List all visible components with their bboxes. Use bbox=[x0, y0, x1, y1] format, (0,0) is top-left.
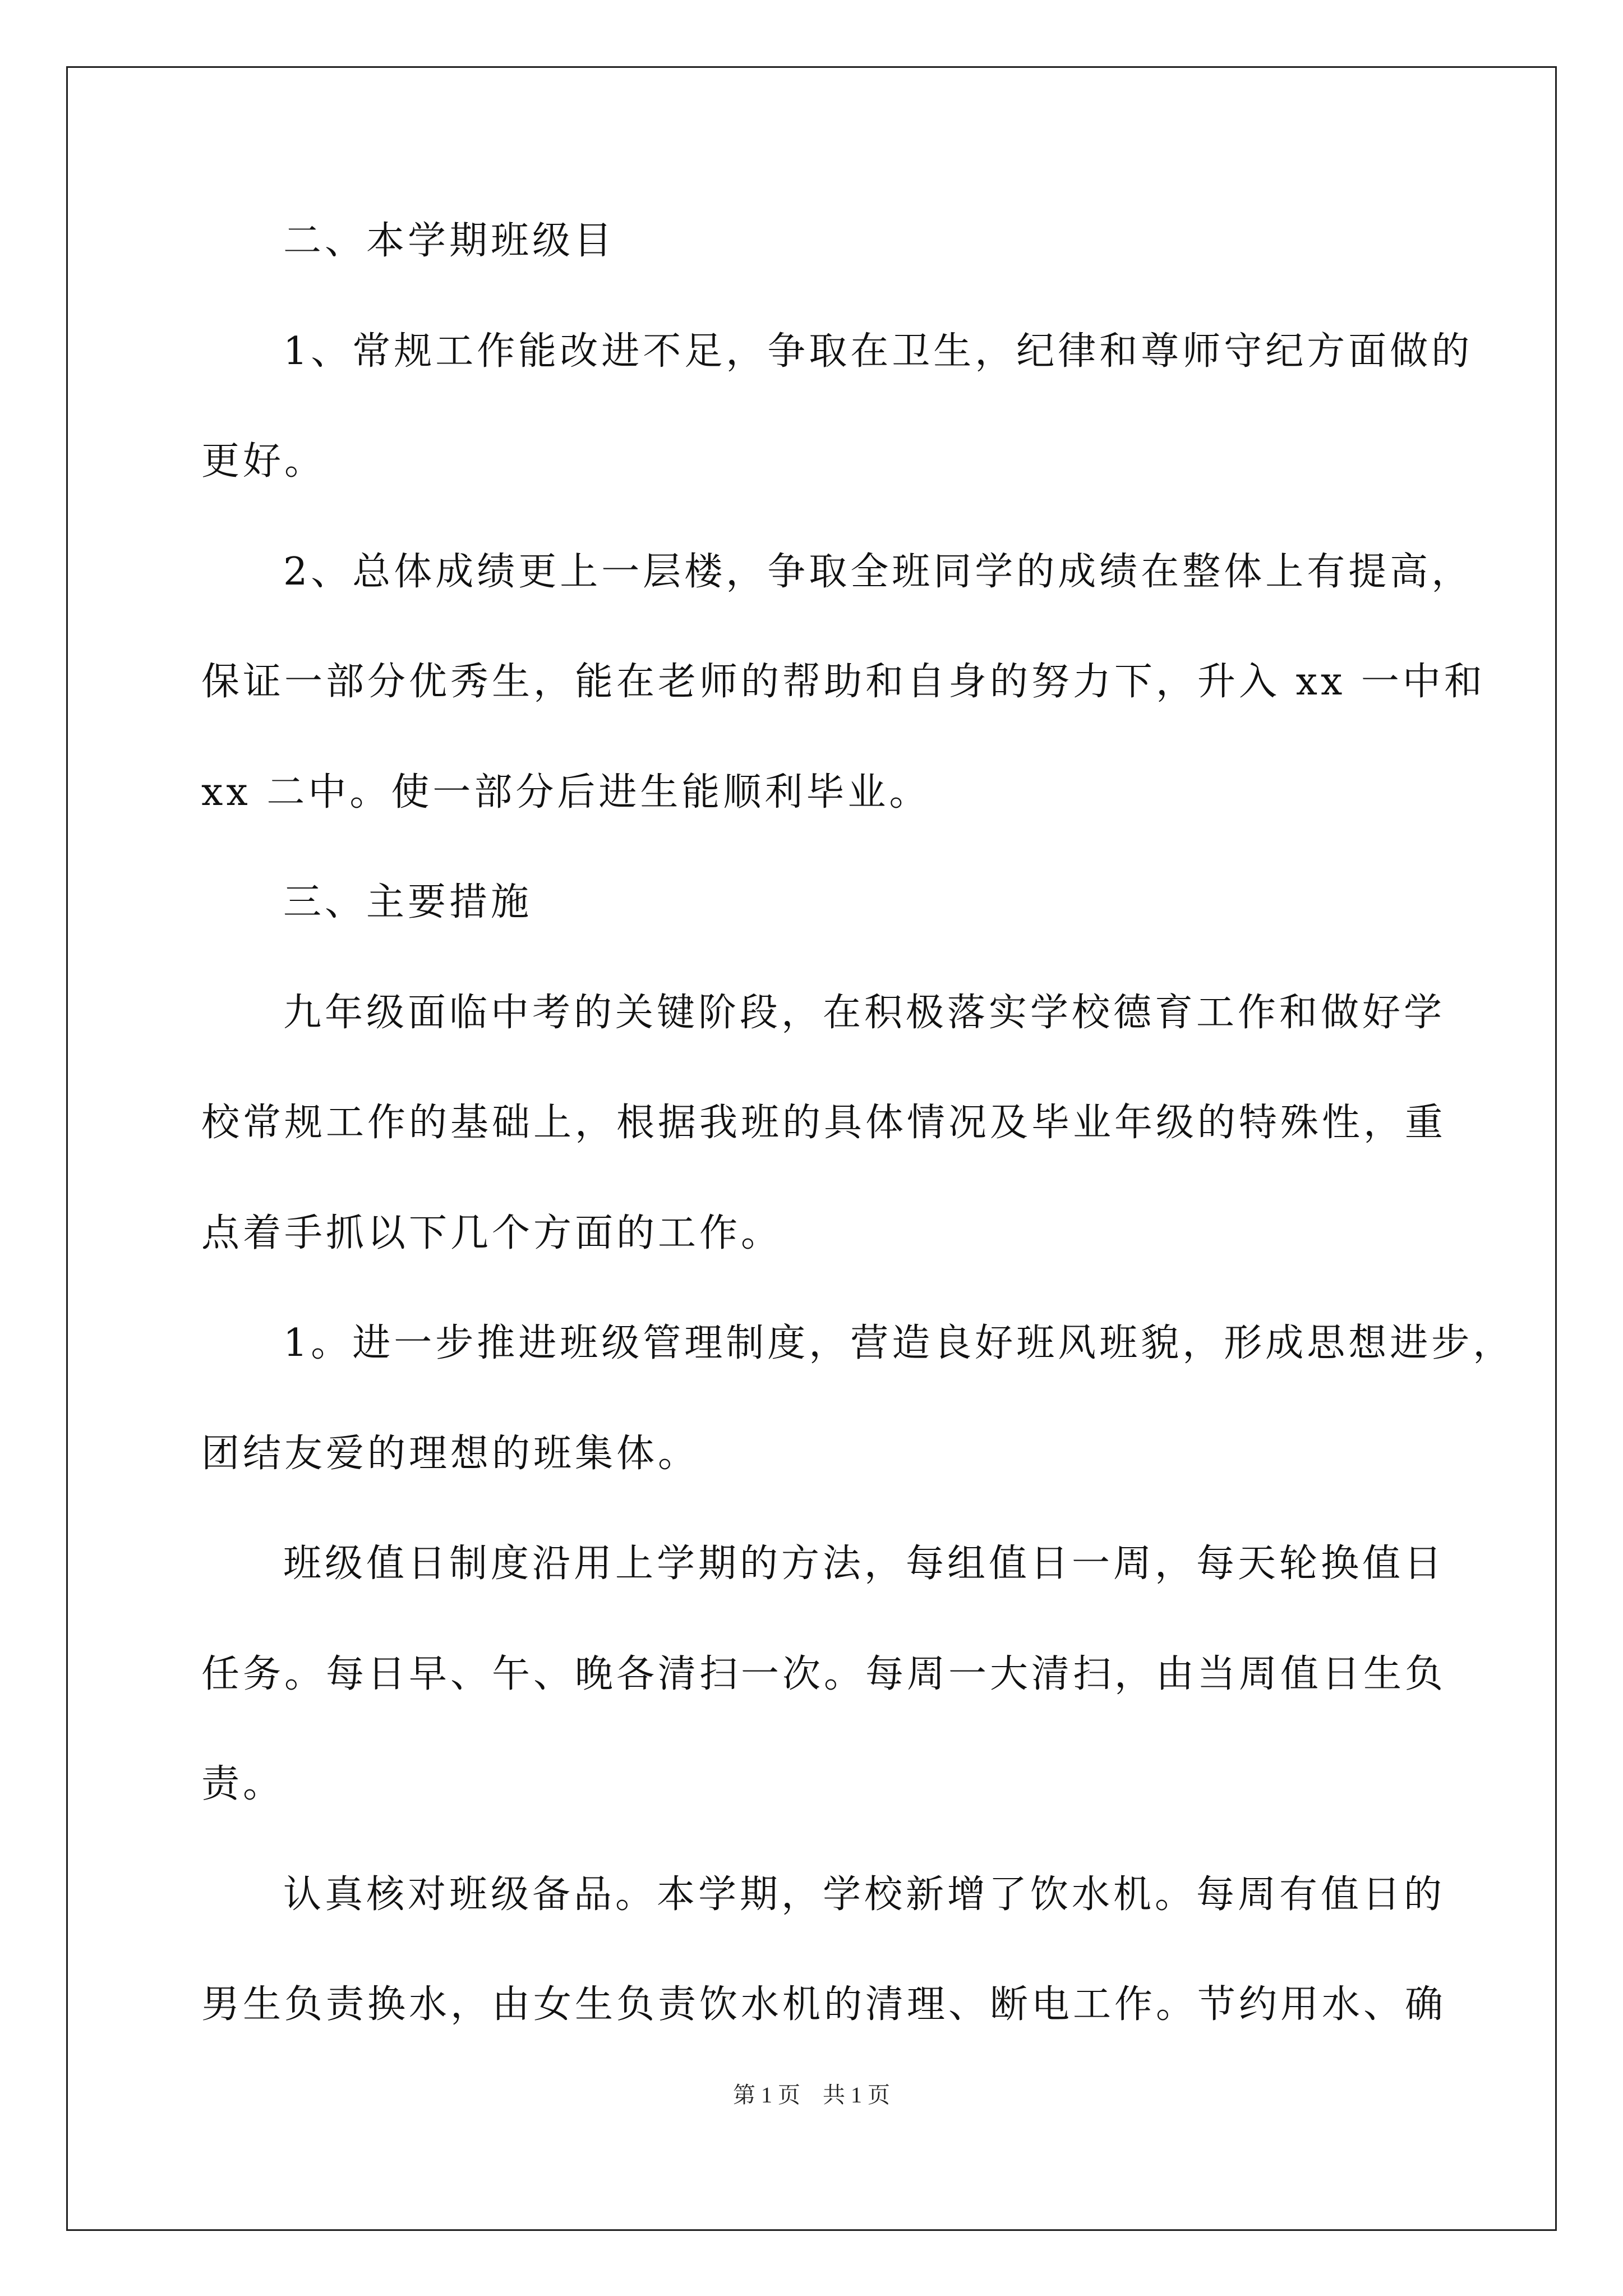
paragraph-line: 任务。每日早、午、晚各清扫一次。每周一大清扫，由当周值日生负 bbox=[201, 1652, 1447, 1696]
paragraph-line: 男生负责换水，由女生负责饮水机的清理、断电工作。节约用水、确 bbox=[201, 1982, 1447, 2027]
paragraph-line: 保证一部分优秀生，能在老师的帮助和自身的努力下，升入 xx 一中和 bbox=[201, 660, 1486, 704]
paragraph-line: 1。进一步推进班级管理制度，营造良好班风班貌，形成思想进步， bbox=[283, 1321, 1515, 1365]
paragraph-line: 2、总体成绩更上一层楼，争取全班同学的成绩在整体上有提高， bbox=[283, 550, 1473, 594]
section-heading-goals: 二、本学期班级目 bbox=[283, 219, 616, 263]
paragraph-line: 更好。 bbox=[201, 439, 326, 484]
paragraph-line: 责。 bbox=[201, 1762, 285, 1806]
paragraph-line: 1、常规工作能改进不足，争取在卫生，纪律和尊师守纪方面做的 bbox=[283, 329, 1473, 374]
paragraph-line: 校常规工作的基础上，根据我班的具体情况及毕业年级的特殊性，重 bbox=[201, 1101, 1447, 1145]
paragraph-line: 班级值日制度沿用上学期的方法，每组值日一周，每天轮换值日 bbox=[283, 1542, 1446, 1586]
page-number-footer: 第 1 页 共 1 页 bbox=[733, 2082, 890, 2108]
paragraph-line: 点着手抓以下几个方面的工作。 bbox=[201, 1211, 783, 1255]
paragraph-line: 九年级面临中考的关键阶段，在积极落实学校德育工作和做好学 bbox=[283, 991, 1446, 1035]
paragraph-line: 认真核对班级备品。本学期，学校新增了饮水机。每周有值日的 bbox=[283, 1872, 1446, 1917]
section-heading-measures: 三、主要措施 bbox=[283, 880, 533, 924]
paragraph-line: 团结友爱的理想的班集体。 bbox=[201, 1432, 700, 1476]
paragraph-line: xx 二中。使一部分后进生能顺利毕业。 bbox=[201, 770, 931, 815]
